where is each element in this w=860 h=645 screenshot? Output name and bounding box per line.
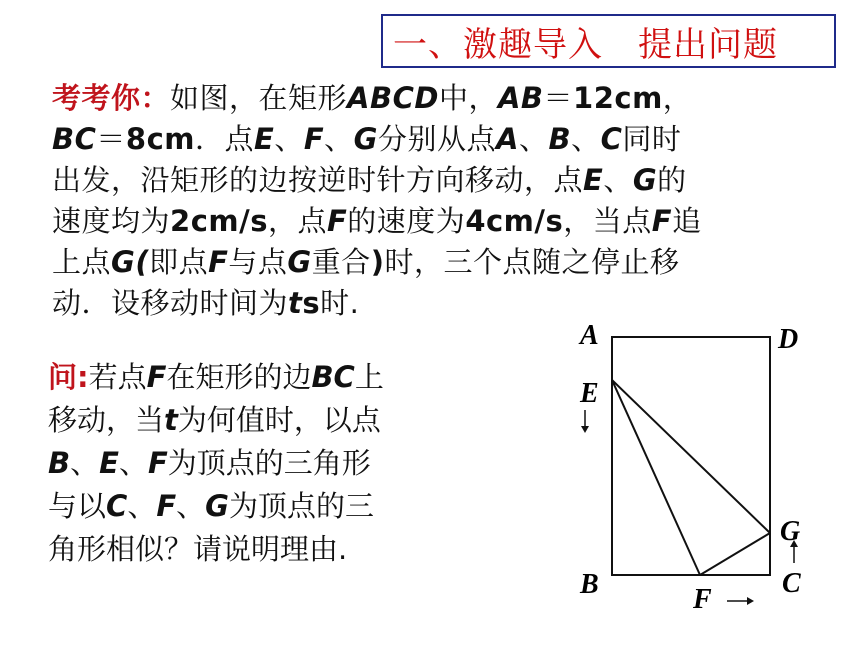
question-line-segment: BC bbox=[311, 360, 355, 394]
problem-line-segment: ，当点 bbox=[563, 204, 652, 238]
question-line-segment: 若点 bbox=[88, 360, 147, 394]
problem-line-segment: G bbox=[287, 245, 312, 279]
question-line-segment: 上 bbox=[354, 360, 384, 394]
question-line-segment: 与以 bbox=[48, 489, 107, 523]
question-line-segment: 为何值时，以点 bbox=[177, 403, 381, 437]
question-line bbox=[48, 399, 488, 442]
question-line bbox=[48, 528, 488, 571]
question-line-segment: t bbox=[164, 403, 178, 437]
problem-line-segment: E bbox=[583, 163, 604, 197]
problem-line-segment: G bbox=[353, 122, 378, 156]
segment-eg bbox=[612, 380, 770, 533]
problem-line-segment: s bbox=[302, 286, 321, 320]
problem-line-segment: ，点 bbox=[267, 204, 327, 238]
question-line-segment: F bbox=[156, 489, 177, 523]
problem-line-segment: 、 bbox=[518, 122, 549, 156]
question-line-segment: 角形相似？请说明理由. bbox=[48, 532, 348, 566]
problem-line-segment: 的速度为 bbox=[347, 204, 466, 238]
question-line-segment: B bbox=[48, 446, 71, 480]
problem-line-segment: F bbox=[326, 204, 348, 238]
problem-line-segment: C bbox=[600, 122, 623, 156]
arrow-e-head bbox=[581, 426, 589, 433]
question-line bbox=[48, 485, 488, 528]
problem-line-segment: 2cm/s bbox=[170, 204, 268, 238]
label-c: C bbox=[782, 568, 801, 599]
question-line-segment: 、 bbox=[118, 446, 148, 480]
question-line-segment: C bbox=[106, 489, 128, 523]
problem-line-segment: t bbox=[288, 286, 303, 320]
question-line-segment: G bbox=[205, 489, 229, 523]
problem-line-segment: 速度均为 bbox=[52, 204, 171, 238]
question-line-segment: 问: bbox=[48, 360, 89, 394]
label-f: F bbox=[693, 584, 712, 615]
question-line bbox=[48, 356, 488, 399]
problem-line-segment: A bbox=[496, 122, 519, 156]
question-line-segment: 在矩形的边 bbox=[166, 360, 312, 394]
label-d: D bbox=[778, 324, 799, 355]
problem-line-segment: F bbox=[303, 122, 325, 156]
question-line-segment: 为顶点的三角形 bbox=[167, 446, 371, 480]
problem-line-segment: 时. bbox=[320, 286, 360, 320]
problem-line-segment: ＝ bbox=[96, 122, 126, 156]
problem-line-segment: ， bbox=[662, 81, 693, 115]
problem-line-segment: 同时 bbox=[622, 122, 682, 156]
problem-line-segment: ) bbox=[370, 245, 385, 279]
problem-line-segment: 的 bbox=[657, 163, 687, 197]
problem-line bbox=[52, 78, 812, 119]
problem-line-segment: G( bbox=[111, 245, 150, 279]
label-e: E bbox=[580, 378, 599, 409]
problem-line-segment: 上点 bbox=[52, 245, 112, 279]
label-b: B bbox=[580, 569, 599, 600]
question-line-segment: 为顶点的三 bbox=[228, 489, 374, 523]
problem-line bbox=[52, 242, 812, 283]
section-title: 一、激趣导入 提出问题 bbox=[393, 24, 778, 65]
problem-line-segment: 12cm bbox=[573, 81, 663, 115]
problem-line-segment: 重合 bbox=[311, 245, 371, 279]
problem-line bbox=[52, 201, 812, 242]
problem-line-segment: 、 bbox=[324, 122, 354, 156]
problem-line-segment: BC bbox=[52, 122, 97, 156]
problem-line-segment: 动．设移动时间为 bbox=[52, 286, 289, 320]
question-line-segment: 、 bbox=[70, 446, 100, 480]
arrow-f-head bbox=[747, 597, 754, 605]
problem-line-segment: AB bbox=[497, 81, 544, 115]
problem-line-segment: 考考你： bbox=[52, 81, 171, 115]
problem-line-segment: G bbox=[632, 163, 658, 197]
problem-line-segment: ＝ bbox=[543, 81, 574, 115]
question-line-segment: F bbox=[146, 360, 167, 394]
problem-line bbox=[52, 119, 812, 160]
question-line bbox=[48, 442, 488, 485]
question-text bbox=[48, 356, 488, 571]
problem-line-segment: E bbox=[254, 122, 275, 156]
segment-ef bbox=[612, 380, 700, 575]
problem-line-segment: ．点 bbox=[195, 122, 255, 156]
problem-line-segment: 中， bbox=[438, 81, 498, 115]
question-line-segment: 、 bbox=[176, 489, 206, 523]
problem-statement bbox=[52, 78, 812, 324]
problem-line-segment: 时，三个点随之停止移 bbox=[384, 245, 680, 279]
problem-line-segment: 追 bbox=[672, 204, 702, 238]
question-line-segment: F bbox=[147, 446, 168, 480]
problem-line-segment: 如图，在矩形 bbox=[170, 81, 348, 115]
problem-line-segment: 4cm/s bbox=[465, 204, 564, 238]
question-line-segment: E bbox=[99, 446, 119, 480]
problem-line-segment: F bbox=[208, 245, 229, 279]
problem-line-segment: 与点 bbox=[228, 245, 288, 279]
problem-line-segment: 出发，沿矩形的边按逆时针方向移动，点 bbox=[52, 163, 584, 197]
problem-line-segment: 、 bbox=[274, 122, 304, 156]
problem-line bbox=[52, 160, 812, 201]
label-a: A bbox=[580, 320, 599, 351]
problem-line-segment: ABCD bbox=[347, 81, 439, 115]
section-title-box bbox=[381, 14, 836, 68]
label-g: G bbox=[780, 516, 801, 547]
problem-line-segment: 、 bbox=[603, 163, 633, 197]
problem-line-segment: F bbox=[651, 204, 673, 238]
rectangle-figure bbox=[560, 318, 820, 618]
problem-line-segment: 分别从点 bbox=[377, 122, 496, 156]
problem-line-segment: 即点 bbox=[149, 245, 209, 279]
question-line-segment: 、 bbox=[127, 489, 157, 523]
problem-line-segment: B bbox=[548, 122, 572, 156]
problem-line-segment: 8cm bbox=[125, 122, 195, 156]
segment-fg bbox=[700, 533, 770, 575]
question-line-segment: 移动，当 bbox=[48, 403, 165, 437]
problem-line-segment: 、 bbox=[571, 122, 601, 156]
